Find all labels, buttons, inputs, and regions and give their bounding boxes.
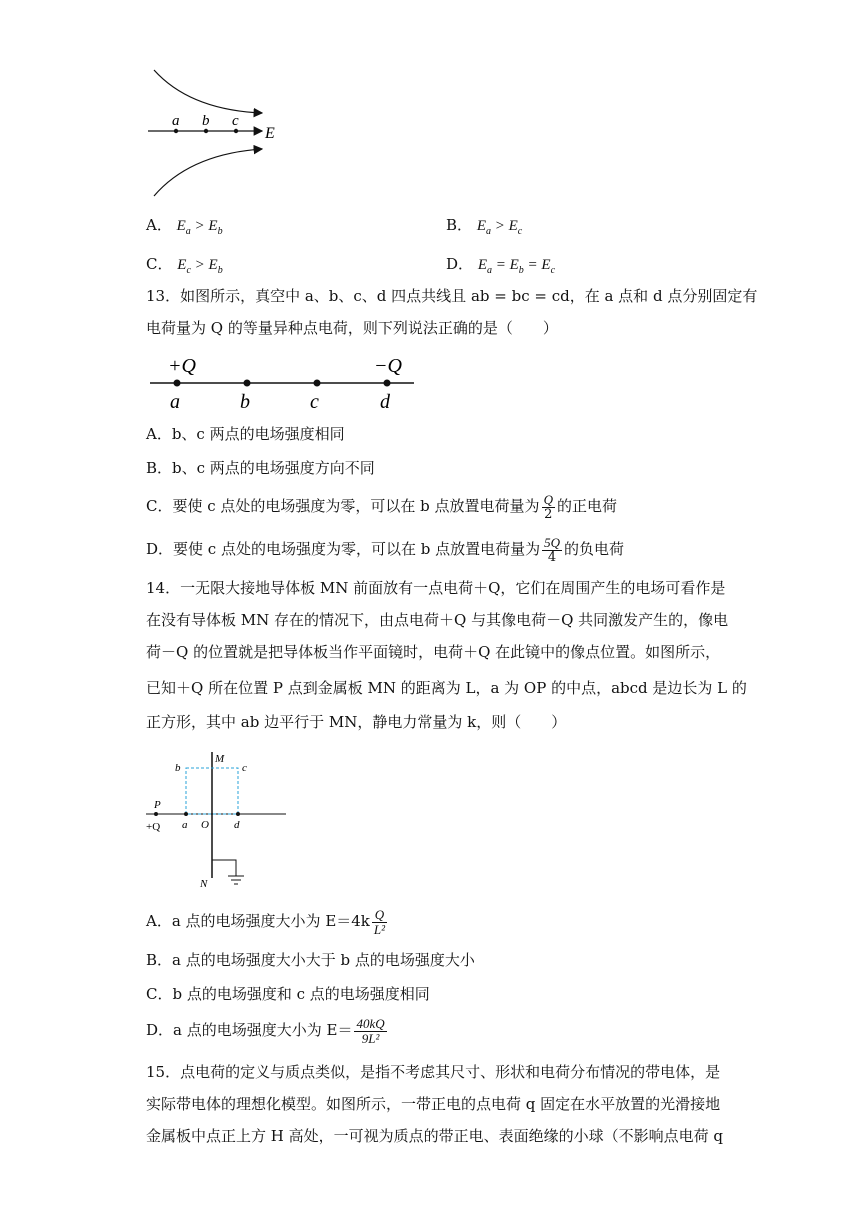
label-c: c: [310, 391, 319, 412]
q15-stem-line3: 金属板中点正上方 H 高处，一可视为质点的带正电、表面绝缘的小球（不影响点电荷 q: [146, 1127, 723, 1145]
q13-option-c[interactable]: C．要使 c 点处的电场强度为零，可以在 b 点放置电荷量为 $\frac{Q}{2}$ 的正电荷: [146, 491, 617, 522]
q15-stem-line2: 实际带电体的理想化模型。如图所示，一带正电的点电荷 q 固定在水平放置的光滑接地: [146, 1095, 721, 1113]
q13-option-b[interactable]: B．b、c 两点的电场强度方向不同: [146, 459, 375, 477]
point-b: [204, 129, 208, 133]
ground-wire: [212, 860, 236, 876]
fraction-q-over-2: $\frac{Q}{2}$: [543, 491, 553, 522]
label-M: M: [215, 753, 225, 765]
q13-option-d[interactable]: D．要使 c 点处的电场强度为零，可以在 b 点放置电荷量为 $\frac{5Q}{4}$ 的负电荷: [146, 534, 625, 565]
q14-stem-line2: 在没有导体板 MN 存在的情况下，由点电荷＋Q 与其像电荷－Q 共同激发产生的，像电: [146, 611, 729, 629]
fraction-q-over-l2: $\frac{Q}{\text{L²}}$: [373, 906, 386, 937]
point-c: [234, 129, 238, 133]
q14-stem-line5: 正方形，其中 ab 边平行于 MN，静电力常量为 k，则（ ）: [146, 713, 567, 731]
label-N: N: [200, 878, 208, 890]
q12-option-a[interactable]: A． $E_a > E_b$: [146, 216, 223, 237]
point-d: [384, 380, 391, 387]
label-c: c: [232, 113, 239, 129]
q14-option-a[interactable]: A．a 点的电场强度大小为 E＝4k $\frac{Q}{\text{L²}}$: [146, 906, 386, 937]
q12-option-d[interactable]: D． $E_a = E_b = E_c$: [446, 255, 556, 276]
point-d: [236, 812, 240, 816]
q15-stem-line1: 15．点电荷的定义与质点类似，是指不考虑其尺寸、形状和电荷分布情况的带电体，是: [146, 1063, 721, 1081]
q14-option-c[interactable]: C．b 点的电场强度和 c 点的电场强度相同: [146, 985, 430, 1003]
q14-stem-line1: 14．一无限大接地导体板 MN 前面放有一点电荷＋Q，它们在周围产生的电场可看作是: [146, 579, 726, 597]
q14-stem-line4: 已知＋Q 所在位置 P 点到金属板 MN 的距离为 L，a 为 OP 的中点，abcd 是边长为 L 的: [146, 679, 747, 697]
point-b: [244, 380, 251, 387]
lower-field-line: [154, 149, 262, 196]
fraction-5q-over-4: $\frac{5Q}{4}$: [544, 534, 560, 565]
label-c: c: [242, 762, 247, 774]
label-a: a: [170, 391, 180, 412]
q13-charges-figure: [146, 350, 418, 412]
q12-option-b[interactable]: B． $E_a > E_c$: [446, 216, 523, 237]
q14-option-b[interactable]: B．a 点的电场强度大小大于 b 点的电场强度大小: [146, 951, 475, 969]
label-b: b: [175, 762, 181, 774]
label-b: b: [240, 391, 250, 412]
point-a: [174, 380, 181, 387]
q14-stem-line3: 荷－Q 的位置就是把导体板当作平面镜时，电荷＋Q 在此镜中的像点位置。如图所示，: [146, 643, 721, 661]
label-minus-q: −Q: [374, 355, 402, 377]
label-E: E: [265, 125, 275, 142]
label-plus-q: +Q: [146, 821, 161, 833]
point-c: [314, 380, 321, 387]
q12-field-figure: [140, 62, 290, 204]
label-O: O: [201, 819, 209, 831]
label-d: d: [234, 819, 240, 831]
fraction-40kq-over-9l2: $\frac{40kQ}{\text{9L²}}$: [356, 1015, 385, 1046]
q13-option-a[interactable]: A．b、c 两点的电场强度相同: [146, 425, 345, 443]
label-b: b: [202, 113, 210, 129]
upper-field-line: [154, 70, 262, 113]
label-d: d: [380, 391, 390, 412]
point-a: [174, 129, 178, 133]
q14-image-charge-figure: [140, 746, 300, 892]
label-a: a: [182, 819, 188, 831]
label-plus-q: +Q: [168, 355, 196, 377]
q13-stem-line2: 电荷量为 Q 的等量异种点电荷，则下列说法正确的是（ ）: [146, 319, 558, 337]
label-P: P: [154, 799, 161, 811]
q12-option-c[interactable]: C． $E_c > E_b$: [146, 255, 223, 276]
label-a: a: [172, 113, 180, 129]
point-p: [154, 812, 158, 816]
q13-stem-line1: 13．如图所示，真空中 a、b、c、d 四点共线且 ab = bc = cd，在 a 点和 d 点分别固定有: [146, 287, 758, 305]
q14-option-d[interactable]: D．a 点的电场强度大小为 E＝ $\frac{40kQ}{\text{9L²}}$: [146, 1015, 385, 1046]
point-a: [184, 812, 188, 816]
